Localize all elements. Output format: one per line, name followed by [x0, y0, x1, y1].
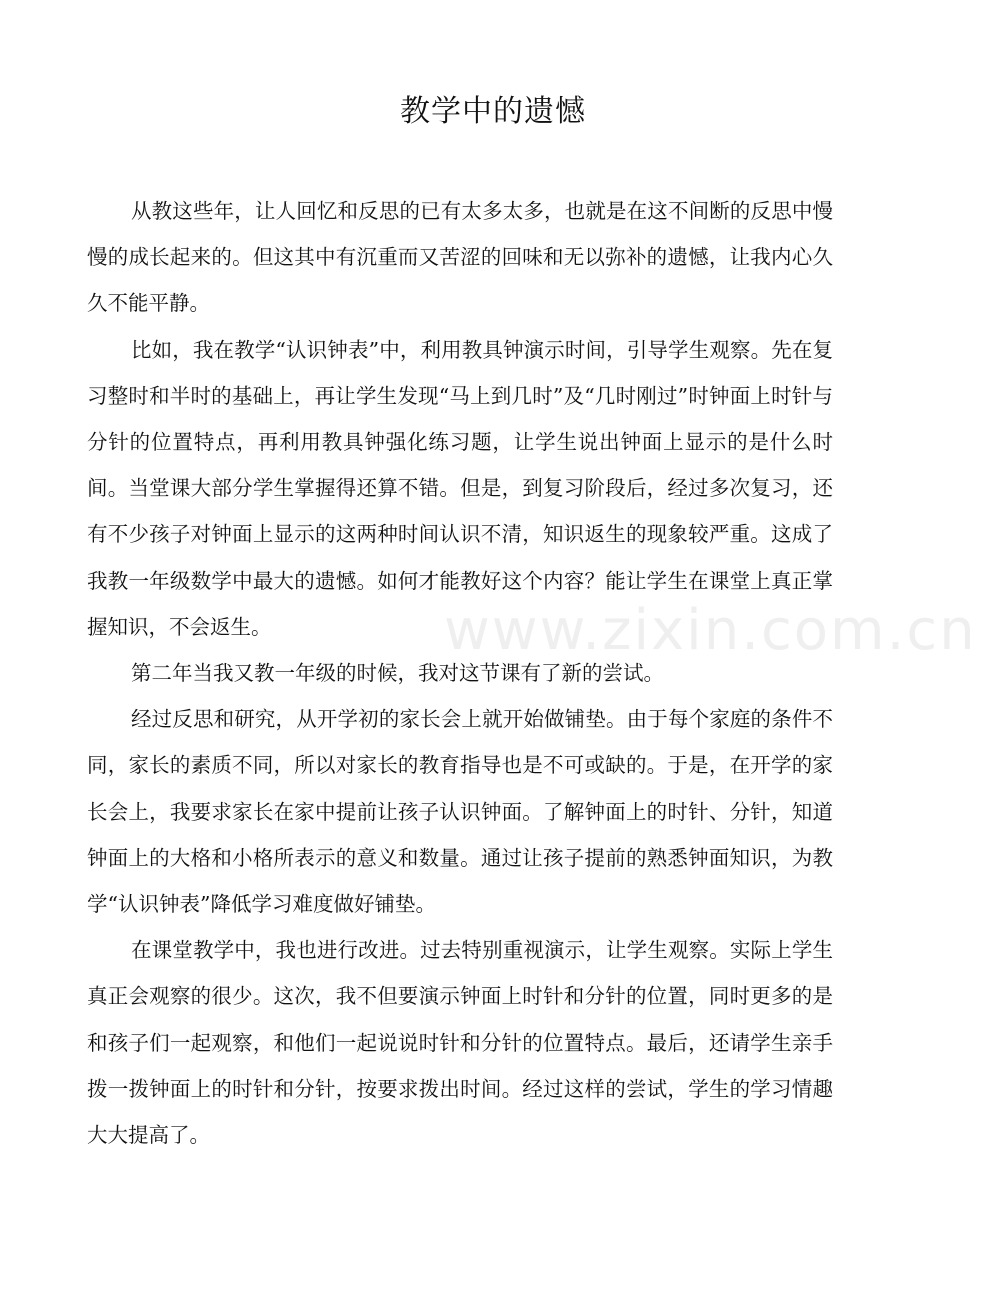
paragraph-5: 在课堂教学中，我也进行改进。过去特别重视演示，让学生观察。实际上学生真正会观察的很少。这次，我不但要演示钟面上时针和分针的位置，同时更多的是和孩子们一起观察，和他们一起说说时针和分针的位置特点。最后，还请学生亲手拨一拨钟面上的时针和分针，按要求拨出时间。经过这样的尝试，学生的学习情趣大大提高了。: [87, 938, 833, 1148]
document-title: 教学中的遗憾: [400, 94, 586, 129]
watermark: www.zixin.com.cn: [444, 598, 977, 663]
paragraph-3: 第二年当我又教一年级的时候，我对这节课有了新的尝试。: [131, 661, 664, 686]
document-body: [87, 188, 833, 1158]
paragraph-4: 经过反思和研究，从开学初的家长会上就开始做铺垫。由于每个家庭的条件不同，家长的素质不同，所以对家长的教育指导也是不可或缺的。于是，在开学的家长会上，我要求家长在家中提前让孩子认识钟面。了解钟面上的时针、分针，知道钟面上的大格和小格所表示的意义和数量。通过让孩子提前的熟悉钟面知识，为教学“认识钟表”降低学习难度做好铺垫。: [87, 707, 833, 917]
paragraph-2: 比如，我在教学“认识钟表”中，利用教具钟演示时间，引导学生观察。先在复习整时和半时的基础上，再让学生发现“马上到几时”及“几时刚过”时钟面上时针与分针的位置特点，再利用教具钟强化练习题，让学生说出钟面上显示的是什么时间。当堂课大部分学生掌握得还算不错。但是，到复习阶段后，经过多次复习，还有不少孩子对钟面上显示的这两种时间认识不清，知识返生的现象较严重。这成了我教一年级数学中最大的遗憾。如何才能教好这个内容？能让学生在课堂上真正掌握知识，不会返生。: [87, 337, 833, 639]
paragraph-1: 从教这些年，让人回忆和反思的已有太多太多，也就是在这不间断的反思中慢慢的成长起来的。但这其中有沉重而又苦涩的回味和无以弥补的遗憾，让我内心久久不能平静。: [87, 199, 833, 316]
